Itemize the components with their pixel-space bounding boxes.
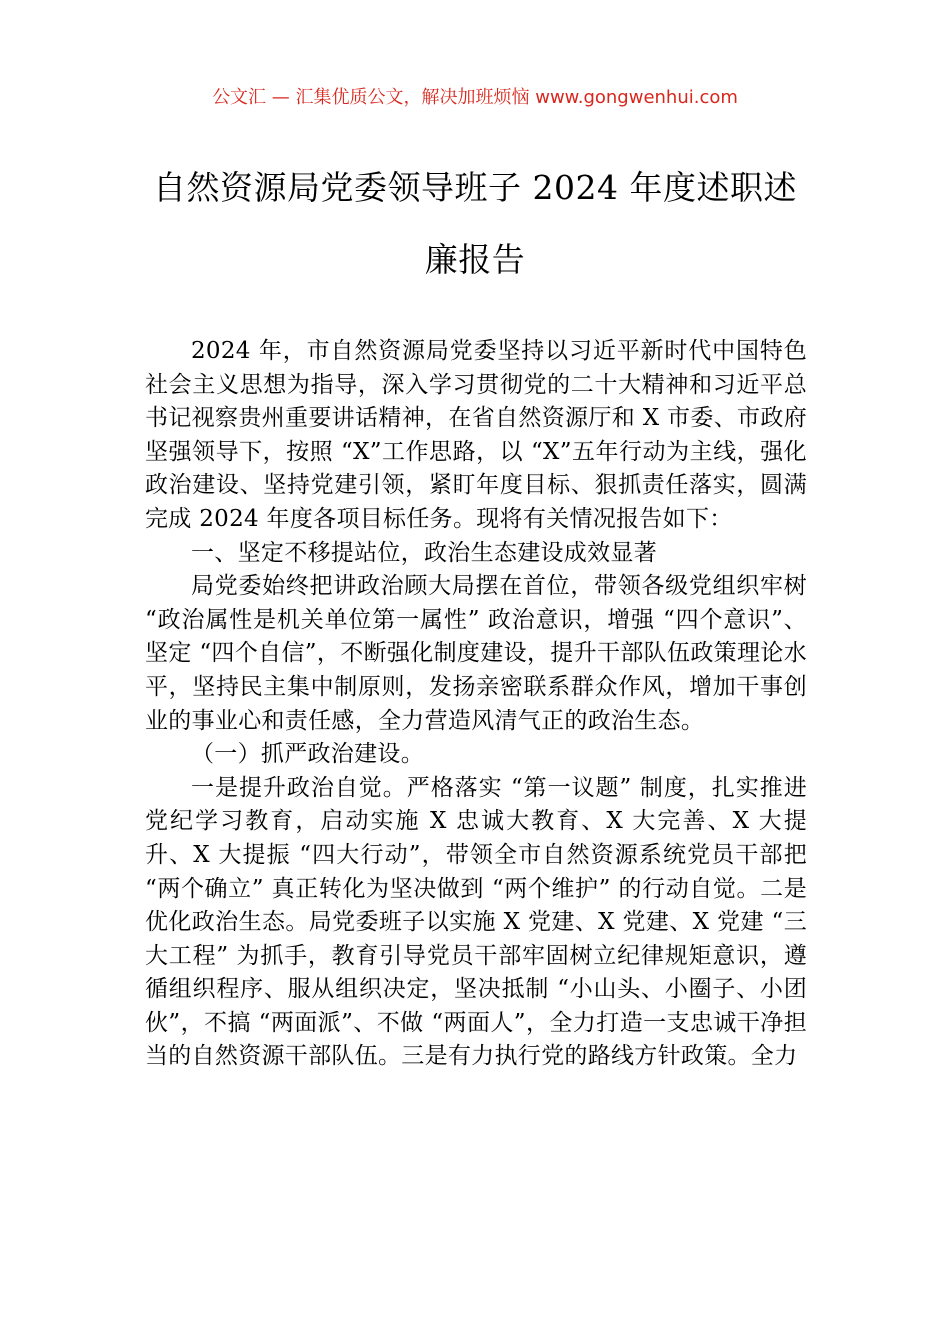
document-title-line-2: 廉报告: [424, 240, 526, 279]
document-title-line-1: 自然资源局党委领导班子 2024 年度述职述: [153, 168, 797, 207]
document-body: [145, 335, 807, 1074]
website-banner: 公文汇 — 汇集优质公文，解决加班烦恼 www.gongwenhui.com: [212, 87, 738, 108]
section-heading: 一、坚定不移提站位，政治生态建设成效显著: [191, 539, 657, 566]
subsection-heading: （一）抓严政治建设。: [191, 741, 424, 768]
intro-paragraph: 2024 年，市自然资源局党委坚持以习近平新时代中国特色社会主义思想为指导，深入学习贯彻党的二十大精神和习近平总书记视察贵州重要讲话精神，在省自然资源厅和 X 市委、市政府坚强领导下，按照 “X”工作思路，以 “X”五年行动为主线，强化政治建设、坚持党建引领，紧盯年度目标、狠抓责任落实，圆满完成 2024 年度各项目标任务。现将有关情况报告如下：: [145, 338, 807, 532]
section-paragraph: 局党委始终把讲政治顾大局摆在首位，带领各级党组织牢树 “政治属性是机关单位第一属性” 政治意识，增强 “四个意识”、坚定 “四个自信”，不断强化制度建设，提升干部队伍政策理论水平，坚持民主集中制原则，发扬亲密联系群众作风，增加干事创业的事业心和责任感，全力营造风清气正的政治生态。: [145, 573, 807, 734]
subsection-paragraph: 一是提升政治自觉。严格落实 “第一议题” 制度，扎实推进党纪学习教育，启动实施 X 忠诚大教育、X 大完善、X 大提升、X 大提振 “四大行动”，带领全市自然资源系统党员干部把 “两个确立” 真正转化为坚决做到 “两个维护” 的行动自觉。二是优化政治生态。局党委班子以实施 X 党建、X 党建、X 党建 “三大工程” 为抓手，教育引导党员干部牢固树立纪律规矩意识，遵循组织程序、服从组织决定，坚决抵制 “小山头、小圈子、小团伙”，不搞 “两面派”、不做 “两面人”，全力打造一支忠诚干净担当的自然资源干部队伍。三是有力执行党的路线方针政策。全力: [145, 774, 807, 1070]
document-title: [100, 152, 850, 296]
